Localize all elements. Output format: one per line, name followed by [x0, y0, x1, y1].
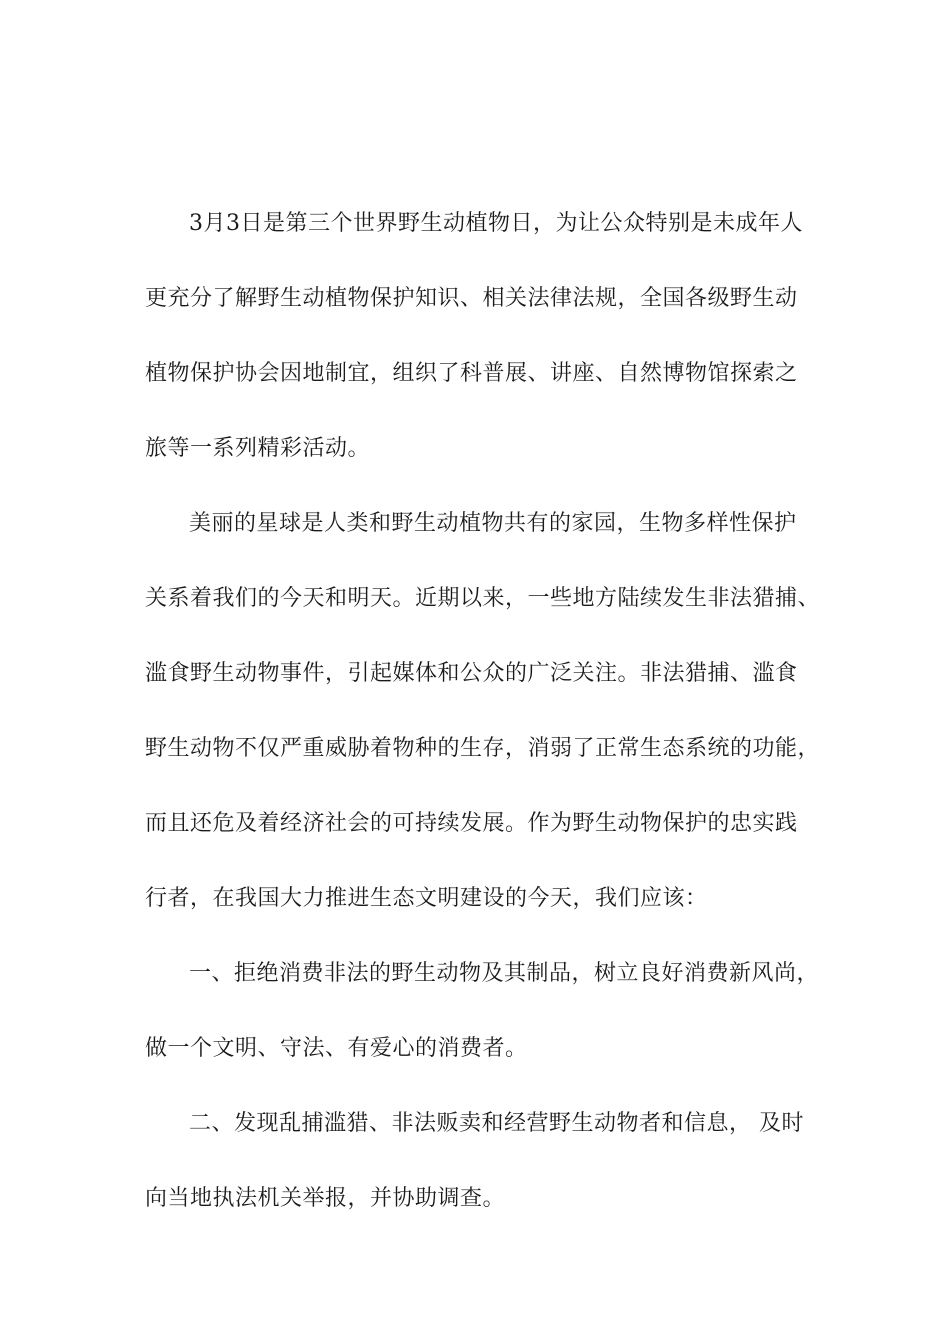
- text-line: 旅等一系列精彩活动。: [145, 436, 371, 461]
- text-line: 一、拒绝消费非法的野生动物及其制品，树立良好消费新风尚，: [189, 961, 820, 986]
- paragraph-1: [145, 198, 810, 498]
- document-body: [145, 198, 821, 1248]
- text-line: 向当地执法机关举报，并协助调查。: [145, 1186, 506, 1211]
- text-line: 3月3日是第三个世界野生动植物日，为让公众特别是未成年人: [189, 211, 803, 236]
- text-line: 关系着我们的今天和明天。近期以来，一些地方陆续发生非法猎捕、: [145, 586, 821, 611]
- text-line: 野生动物不仅严重威胁着物种的生存，消弱了正常生态系统的功能，: [145, 736, 821, 761]
- text-line: 滥食野生动物事件，引起媒体和公众的广泛关注。非法猎捕、滥食: [145, 661, 798, 686]
- paragraph-3: [145, 948, 820, 1098]
- paragraph-2: [145, 498, 821, 948]
- text-line: 而且还危及着经济社会的可持续发展。作为野生动物保护的忠实践: [145, 811, 798, 836]
- text-line: 做一个文明、守法、有爱心的消费者。: [145, 1036, 528, 1061]
- text-line: 二、发现乱捕滥猎、非法贩卖和经营野生动物者和信息， 及时: [189, 1111, 804, 1136]
- text-line: 美丽的星球是人类和野生动植物共有的家园，生物多样性保护: [189, 511, 797, 536]
- text-line: 植物保护协会因地制宜，组织了科普展、讲座、自然博物馆探索之: [145, 361, 798, 386]
- paragraph-4: [145, 1098, 810, 1248]
- text-line: 更充分了解野生动植物保护知识、相关法律法规，全国各级野生动: [145, 286, 798, 311]
- text-line: 行者，在我国大力推进生态文明建设的今天，我们应该：: [145, 886, 708, 911]
